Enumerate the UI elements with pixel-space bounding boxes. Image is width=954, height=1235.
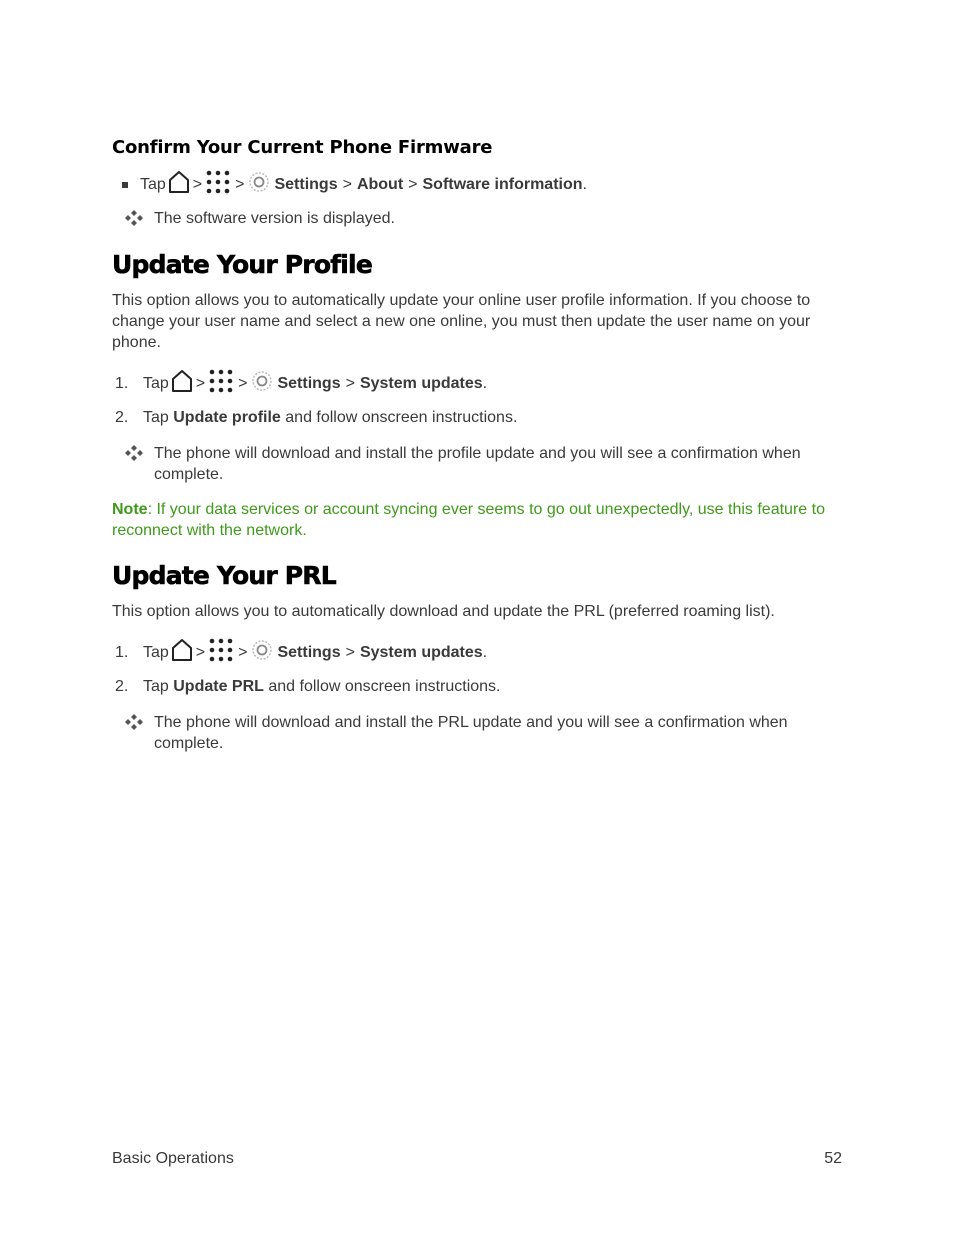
step-number: 2. [115, 409, 129, 426]
system-updates-label: System updates [359, 375, 483, 392]
separator: > [345, 644, 355, 661]
step-rest-text: and follow onscreen instructions. [285, 409, 518, 426]
note-label: Note [112, 501, 148, 518]
step-number: 1. [115, 644, 129, 661]
prl-intro: This option allows you to automatically download and update the PRL (preferred roaming list). [112, 603, 775, 620]
result-text: The phone will download and install the profile update and you will see a confirmation when complete. [154, 445, 801, 483]
profile-step-1 [112, 371, 487, 397]
settings-label: Settings [277, 375, 341, 392]
settings-label: Settings [274, 176, 338, 193]
separator: > [195, 644, 206, 661]
settings-label: Settings [277, 644, 341, 661]
tap-text: Tap [143, 375, 169, 392]
period: . [482, 375, 488, 392]
period: . [482, 644, 488, 661]
separator: > [408, 176, 418, 193]
heading-update-prl: Update Your PRL [112, 561, 336, 590]
subheading-confirm-firmware: Confirm Your Current Phone Firmware [112, 137, 493, 158]
home-icon [171, 638, 193, 662]
settings-gear-icon [251, 370, 273, 392]
separator: > [238, 375, 248, 392]
footer-section-name: Basic Operations [112, 1150, 234, 1167]
tap-text: Tap [143, 644, 169, 661]
profile-step-2 [112, 405, 517, 431]
heading-update-profile: Update Your Profile [112, 250, 372, 279]
tap-text: Tap [140, 176, 166, 193]
separator: > [192, 176, 203, 193]
firmware-result [125, 208, 845, 232]
separator: > [235, 176, 245, 193]
update-prl-label: Update PRL [173, 678, 264, 695]
separator: > [238, 644, 248, 661]
result-diamond-icon [125, 208, 154, 232]
tap-text: Tap [143, 409, 169, 426]
firmware-step [112, 172, 587, 198]
home-icon [168, 170, 190, 194]
separator: > [342, 176, 352, 193]
about-label: About [356, 176, 404, 193]
step-number: 1. [115, 375, 129, 392]
bullet-square-icon [122, 182, 128, 188]
software-information-label: Software information [422, 176, 583, 193]
apps-icon [208, 637, 234, 663]
footer-page-number: 52 [824, 1150, 842, 1167]
profile-intro: This option allows you to automatically update your online user profile information. If you choose to change your user name and select a new one online, you must then update the user name on your phone. [112, 292, 811, 351]
settings-gear-icon [248, 171, 270, 193]
period: . [582, 176, 587, 193]
home-icon [171, 369, 193, 393]
step-number: 2. [115, 678, 129, 695]
prl-result [125, 712, 845, 754]
system-updates-label: System updates [359, 644, 483, 661]
tap-text: Tap [143, 678, 169, 695]
result-diamond-icon [125, 712, 154, 754]
apps-icon [205, 169, 231, 195]
step-rest-text: and follow onscreen instructions. [268, 678, 501, 695]
profile-note [112, 499, 852, 541]
prl-step-1 [112, 640, 487, 666]
apps-icon [208, 368, 234, 394]
update-profile-label: Update profile [173, 409, 281, 426]
prl-step-2 [112, 674, 501, 700]
result-text: The phone will download and install the PRL update and you will see a confirmation when complete. [154, 714, 788, 752]
settings-gear-icon [251, 639, 273, 661]
result-text: The software version is displayed. [154, 210, 395, 227]
note-text: : If your data services or account syncing ever seems to go out unexpectedly, use this feature to reconnect with the network. [112, 501, 825, 539]
profile-result [125, 443, 845, 485]
separator: > [195, 375, 206, 392]
result-diamond-icon [125, 443, 154, 485]
separator: > [345, 375, 355, 392]
